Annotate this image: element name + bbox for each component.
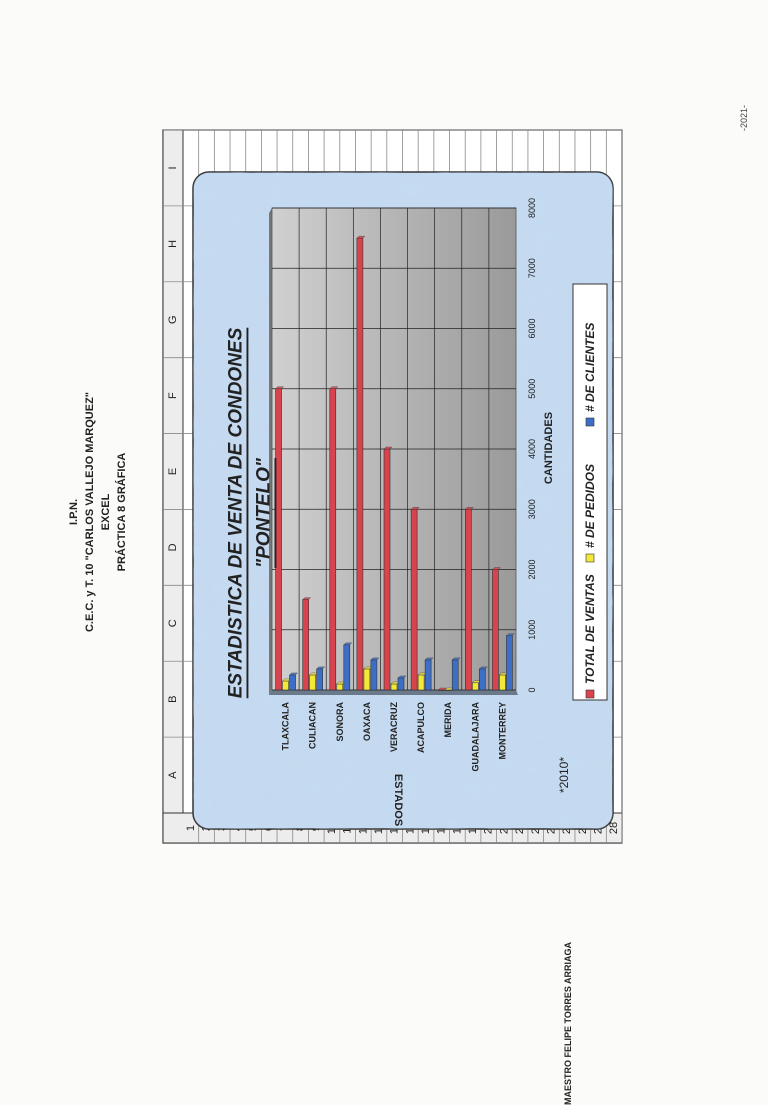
y-axis-label: ESTADOS (392, 773, 404, 827)
column-header-a: A (167, 771, 179, 779)
bar (303, 600, 309, 690)
header-line-3: EXCEL (100, 493, 112, 531)
bar (472, 683, 478, 690)
category-label: GUADALAJARA (470, 702, 481, 772)
legend-label: TOTAL DE VENTAS (583, 574, 597, 684)
year-note: *2010* (557, 756, 571, 794)
column-header-g: G (167, 315, 179, 325)
x-tick-label: 4000 (527, 438, 537, 460)
category-label: TLAXCALA (280, 702, 291, 751)
column-header-e: E (167, 467, 179, 476)
category-label: MERIDA (443, 702, 454, 738)
bar (391, 684, 397, 690)
chart-area (193, 172, 613, 829)
legend-swatch (586, 554, 594, 562)
category-label: SONORA (334, 702, 345, 742)
category-label: MONTERREY (497, 702, 508, 760)
legend-swatch (586, 690, 594, 698)
bar (499, 675, 505, 690)
legend-label: # DE CLIENTES (583, 322, 597, 412)
row-header-1: 1 (184, 824, 197, 832)
x-tick-label: 0 (527, 687, 537, 693)
bar (310, 675, 316, 690)
x-tick-label: 5000 (527, 378, 537, 399)
x-tick-label: 3000 (527, 499, 537, 520)
bar (452, 660, 458, 690)
column-header-i: I (167, 166, 179, 170)
category-label: CULIACAN (307, 702, 318, 749)
header-line-4: PRÁCTICA 8 GRÁFICA (116, 452, 128, 572)
bar (411, 509, 417, 690)
bar (425, 660, 431, 690)
column-header-f: F (167, 392, 179, 399)
category-label: VERACRUZ (389, 702, 399, 753)
legend-swatch (586, 418, 594, 426)
x-tick-label: 2000 (527, 559, 537, 580)
author-footer: MAESTRO FELIPE TORRES ARRIAGA (563, 941, 573, 1105)
column-header-b: B (167, 695, 179, 703)
x-tick-label: 1000 (527, 619, 537, 640)
category-label: ACAPULCO (416, 702, 427, 753)
bar (290, 675, 296, 690)
chart-subtitle: "PONTELO" (253, 458, 275, 568)
plot-side-wall (269, 208, 272, 695)
bar (337, 684, 343, 690)
bar (384, 449, 390, 690)
bar (330, 389, 336, 690)
plot-floor (269, 690, 518, 695)
bar (276, 389, 282, 690)
column-header-bar (163, 130, 183, 843)
bar (492, 570, 498, 691)
bar (344, 645, 350, 690)
bar (371, 660, 377, 690)
x-tick-label: 7000 (527, 258, 537, 279)
category-label: OAXACA (361, 702, 372, 742)
page-number: -2021- (739, 104, 749, 131)
bar (357, 238, 363, 690)
bar (283, 681, 289, 690)
bar (465, 509, 471, 690)
column-header-d: D (167, 543, 179, 552)
legend-label: # DE PEDIDOS (583, 463, 597, 548)
chart-title: ESTADISTICA DE VENTA DE CONDONES (225, 327, 247, 699)
x-tick-label: 6000 (527, 318, 537, 339)
bar (364, 669, 370, 690)
bar (418, 675, 424, 690)
x-tick-label: 8000 (527, 197, 537, 219)
bar (479, 669, 485, 690)
bar (317, 669, 323, 690)
column-header-c: C (167, 619, 179, 628)
bar (506, 636, 512, 690)
x-axis-label: CANTIDADES (543, 411, 555, 485)
header-line-1: I.P.N. (68, 498, 80, 526)
row-header-28: 28 (608, 821, 621, 835)
column-header-h: H (167, 239, 179, 248)
header-line-2: C.E.C. y T. 10 "CARLOS VALLEJO MARQUEZ" (84, 391, 96, 633)
bar (398, 678, 404, 690)
